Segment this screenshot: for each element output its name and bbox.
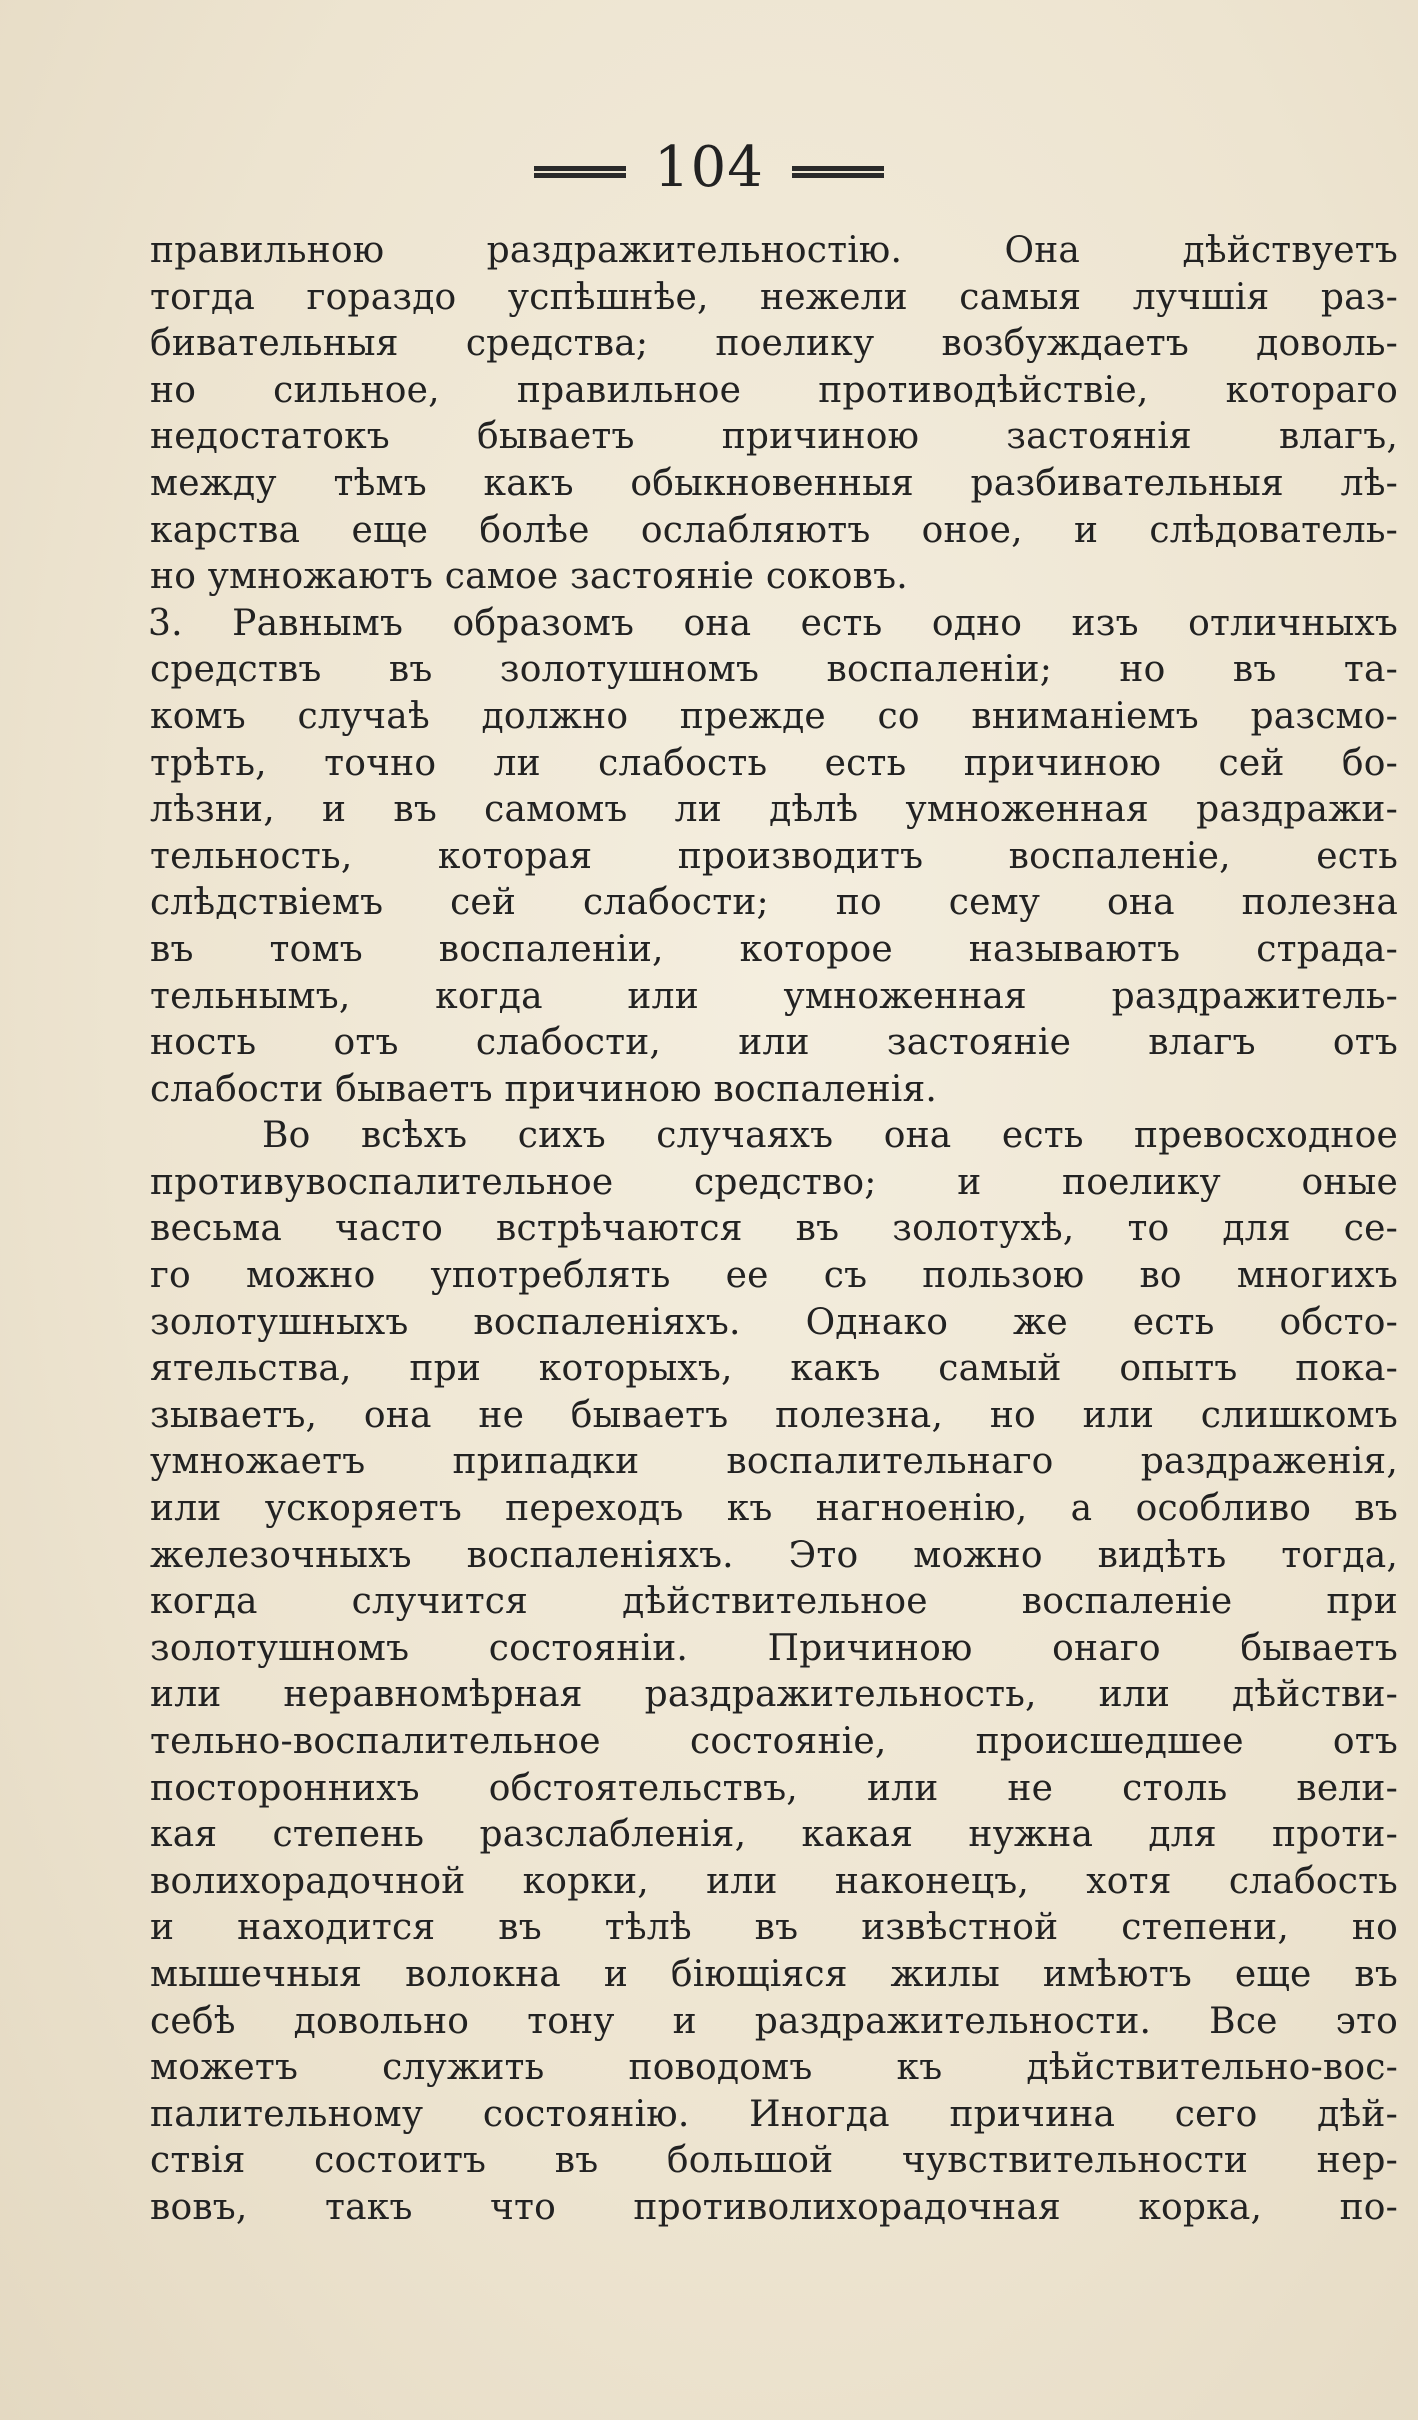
text-line: зываетъ, она не бываетъ полезна, но или слишкомъ [150,1394,1398,1436]
text-line: комъ случаѣ должно прежде со вниманіемъ разсмо- [150,695,1398,737]
text-line: правильною раздражительностію. Она дѣйствуетъ [150,230,1398,271]
text-line: слабости бываетъ причиною воспаленія. [150,1068,938,1110]
text-line: тельность, которая производитъ воспаленіе, есть [150,835,1398,877]
text-line: волихорадочной корки, или наконецъ, хотя слабость [150,1860,1398,1902]
text-line: железочныхъ воспаленіяхъ. Это можно видѣть тогда, [150,1534,1398,1576]
body-text [150,228,1398,2232]
text-line: золотушныхъ воспаленіяхъ. Однако же есть обсто- [150,1301,1398,1343]
text-line: палительному состоянію. Иногда причина сего дѣй- [150,2093,1398,2135]
text-line: карства еще болѣе ослабляютъ оное, и слѣдователь- [150,509,1398,551]
text-line: но умножаютъ самое застояніе соковъ. [150,556,908,598]
text-line: когда случится дѣйствительное воспаленіе при [150,1581,1398,1623]
text-line: можетъ служить поводомъ къ дѣйствительно-вос- [150,2047,1398,2089]
text-line: или ускоряетъ переходъ къ нагноенію, а особливо въ [150,1488,1398,1530]
text-line: умножаетъ припадки воспалительнаго раздраженія, [150,1441,1398,1483]
text-line: 3. Равнымъ образомъ она есть одно изъ отличныхъ [148,602,1398,644]
text-line: лѣзни, и въ самомъ ли дѣлѣ умноженная раздражи- [150,789,1398,831]
text-line: слѣдствіемъ сей слабости; по сему она полезна [150,882,1398,924]
text-line: или неравномѣрная раздражительность, или дѣйстви- [150,1674,1398,1716]
text-line: недостатокъ бываетъ причиною застоянія влагъ, [150,416,1398,458]
text-line: ность отъ слабости, или застояніе влагъ отъ [150,1022,1398,1064]
text-line: весьма часто встрѣчаются въ золотухѣ, то для се- [150,1208,1398,1250]
text-line: трѣть, точно ли слабость есть причиною сей бо- [150,742,1398,784]
text-line: бивательныя средства; поелику возбуждаетъ доволь- [150,323,1398,365]
text-line: между тѣмъ какъ обыкновенныя разбивательныя лѣ- [150,462,1398,504]
text-line: ятельства, при которыхъ, какъ самый опытъ пока- [150,1348,1398,1390]
text-line: ствія состоитъ въ большой чувствительности нер- [150,2140,1398,2182]
text-line: въ томъ воспаленіи, которое называютъ страда- [150,928,1398,970]
text-line: тельнымъ, когда или умноженная раздражитель- [150,975,1398,1017]
text-line: противувоспалительное средство; и поелику оные [150,1161,1398,1203]
text-line: вовъ, такъ что противолихорадочная корка, по- [150,2186,1398,2228]
text-line: го можно употреблять ее съ пользою во многихъ [150,1255,1398,1297]
text-line: постороннихъ обстоятельствъ, или не столь вели- [150,1767,1398,1809]
ornament-rule-left [534,166,626,178]
text-line: Во всѣхъ сихъ случаяхъ она есть превосходное [262,1115,1398,1157]
text-line: тогда гораздо успѣшнѣе, нежели самыя лучшія раз- [150,276,1398,318]
text-line: но сильное, правильное противодѣйствіе, котораго [150,369,1398,411]
text-line: тельно-воспалительное состояніе, происшедшее отъ [150,1721,1398,1762]
text-line: золотушномъ состояніи. Причиною онаго бываетъ [150,1627,1398,1669]
page-header [0,128,1418,208]
text-line: и находится въ тѣлѣ въ извѣстной степени, но [150,1907,1398,1949]
ornament-rule-right [792,166,884,178]
text-line: мышечныя волокна и біющіяся жилы имѣютъ еще въ [150,1953,1398,1995]
text-line: средствъ въ золотушномъ воспаленіи; но въ та- [150,649,1398,691]
text-line: кая степень разслабленія, какая нужна для проти- [150,1814,1398,1856]
page-number: 104 [654,135,764,200]
text-line: себѣ довольно тону и раздражительности. Все это [150,2000,1398,2042]
